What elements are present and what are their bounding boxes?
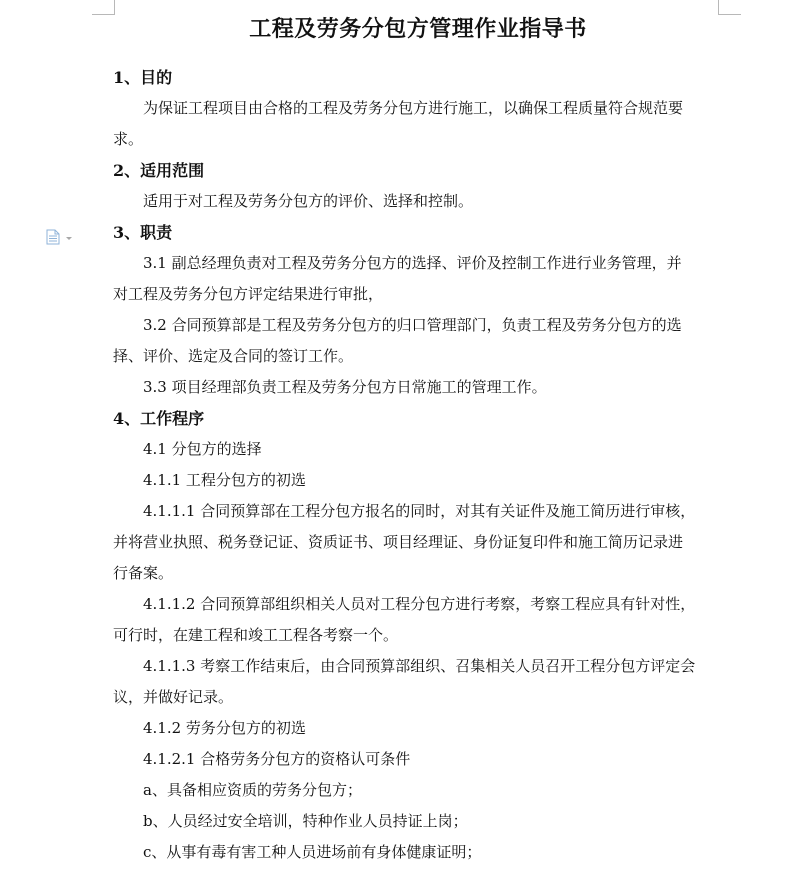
paragraph-line: 4.1 分包方的选择: [143, 440, 262, 458]
paragraph-line: 并将营业执照、税务登记证、资质证书、项目经理证、身份证复印件和施工简历记录进: [113, 533, 684, 551]
paragraph-line: 4.1.1.3 考察工作结束后，由合同预算部组织、召集相关人员召开工程分包方评定会: [143, 657, 696, 675]
paragraph-line: a、具备相应资质的劳务分包方；: [143, 781, 362, 799]
paragraph: [113, 589, 723, 651]
paragraph-line: c、从事有毒有害工种人员进场前有身体健康证明；: [143, 843, 482, 861]
paragraph-line: 4.1.1 工程分包方的初选: [143, 471, 306, 489]
paragraph: [113, 837, 723, 868]
paragraph: [113, 806, 723, 837]
paragraph-line: 可行时，在建工程和竣工工程各考察一个。: [113, 626, 399, 644]
document-title: 工程及劳务分包方管理作业指导书: [249, 16, 587, 42]
paragraph: [113, 713, 723, 744]
paragraph-line: 议，并做好记录。: [113, 688, 234, 706]
paragraph-line: 为保证工程项目由合格的工程及劳务分包方进行施工，以确保工程质量符合规范要: [143, 99, 684, 117]
document-page: [113, 0, 723, 868]
section-heading: 1、目的: [113, 68, 173, 87]
paragraph: [113, 372, 723, 403]
paragraph-line: 3.1 副总经理负责对工程及劳务分包方的选择、评价及控制工作进行业务管理，并: [143, 254, 682, 272]
paragraph: [113, 310, 723, 372]
paragraph: [113, 651, 723, 713]
paragraph-line: 3.3 项目经理部负责工程及劳务分包方日常施工的管理工作。: [143, 378, 547, 396]
document-body: [113, 62, 723, 868]
paragraph: [113, 496, 723, 589]
paragraph: [113, 775, 723, 806]
paragraph: [113, 465, 723, 496]
section-heading: 4、工作程序: [113, 409, 205, 428]
paragraph-line: 4.1.2 劳务分包方的初选: [143, 719, 306, 737]
section-heading: 2、适用范围: [113, 161, 205, 180]
paragraph-line: 4.1.1.2 合同预算部组织相关人员对工程分包方进行考察，考察工程应具有针对性，: [143, 595, 696, 613]
paragraph-line: 行备案。: [113, 564, 174, 582]
paragraph-line: 择、评价、选定及合同的签订工作。: [113, 347, 354, 365]
page-corner-mark-left: [92, 0, 115, 15]
paragraph-line: 对工程及劳务分包方评定结果进行审批，: [113, 285, 384, 303]
paragraph: [113, 744, 723, 775]
paragraph-line: 3.2 合同预算部是工程及劳务分包方的归口管理部门，负责工程及劳务分包方的选: [143, 316, 682, 334]
paragraph-line: b、人员经过安全培训，特种作业人员持证上岗；: [143, 812, 468, 830]
paragraph: [113, 434, 723, 465]
title-spacer: [113, 45, 723, 62]
paragraph: [113, 186, 723, 217]
section-heading: 3、职责: [113, 223, 173, 242]
paragraph-line: 4.1.2.1 合格劳务分包方的资格认可条件: [143, 750, 411, 768]
paragraph-line: 适用于对工程及劳务分包方的评价、选择和控制。: [143, 192, 474, 210]
paragraph: [113, 93, 723, 155]
document-paste-options-icon[interactable]: [46, 229, 76, 245]
paragraph-line: 4.1.1.1 合同预算部在工程分包方报名的同时，对其有关证件及施工简历进行审核，: [143, 502, 696, 520]
paragraph: [113, 248, 723, 310]
paragraph-line: 求。: [113, 130, 144, 148]
